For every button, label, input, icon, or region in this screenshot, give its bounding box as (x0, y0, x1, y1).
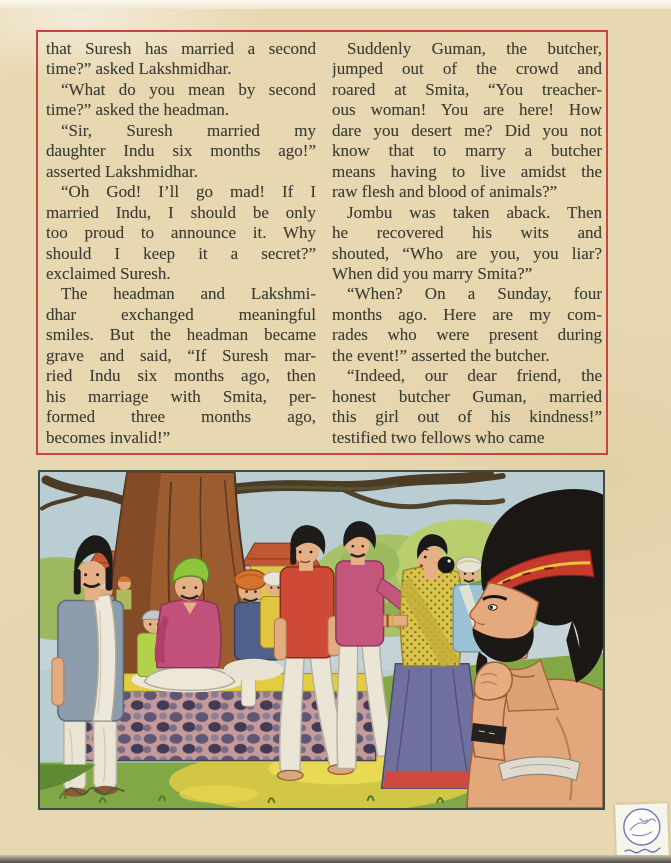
story-line: “Sir, Suresh married my (61, 120, 316, 140)
story-line: should I keep it a secret?” (46, 243, 316, 263)
story-line: daughter Indu six months ago!” (46, 141, 316, 161)
story-line: that Suresh has married a second (46, 39, 316, 58)
story-line: exclaimed Suresh. (46, 263, 171, 283)
story-line: the event!” asserted the butcher. (332, 345, 550, 365)
story-line: honest butcher Guman, married (332, 386, 602, 406)
story-line: “What do you mean by second (61, 79, 316, 99)
story-line: The headman and Lakshmi- (61, 284, 316, 304)
story-line: ous woman! You are here! How (332, 100, 602, 120)
story-line: time?” asked the headman. (46, 100, 230, 120)
story-line: formed three months ago, (46, 407, 316, 427)
story-line: his marriage with Smita, per- (46, 386, 316, 406)
story-column-left (46, 39, 316, 453)
story-line: he recovered his wits and (332, 223, 602, 243)
page-bottom-scan-edge (0, 855, 671, 863)
story-line: ried Indu six months ago, then (46, 366, 316, 386)
story-line: becomes invalid!” (46, 427, 171, 447)
story-line: dare you desert me? Did you not (332, 120, 602, 140)
story-line: months ago. Here are my com- (332, 304, 602, 324)
story-line: shouted, “Who are you, you liar? (332, 243, 602, 263)
story-line: time?” asked Lakshmidhar. (46, 59, 232, 79)
story-line: know that to marry a butcher (332, 141, 602, 161)
story-line: jumped out of the crowd and (332, 59, 602, 79)
story-line: When did you marry Smita?” (332, 263, 533, 283)
story-line: “Indeed, our dear friend, the (347, 366, 602, 386)
story-line: Suddenly Guman, the butcher, (347, 39, 602, 58)
story-line: smiles. But the headman became (46, 325, 316, 345)
story-illustration (38, 470, 605, 810)
story-line: this girl out of his kindness!” (332, 407, 602, 427)
story-line: “When? On a Sunday, four (347, 284, 602, 304)
page-top-scan-edge (0, 0, 671, 9)
story-text-frame (36, 30, 608, 455)
publisher-stamp (615, 803, 669, 860)
story-line: rades who were present during (332, 325, 602, 345)
story-line: means having to live amidst the (332, 161, 602, 181)
village-scene (40, 472, 603, 808)
story-line: dhar exchanged meaningful (46, 304, 316, 324)
story-line: too proud to announce it. Why (46, 223, 316, 243)
story-line: “Oh God! I’ll go mad! If I (61, 182, 316, 202)
story-line: asserted Lakshmidhar. (46, 161, 199, 181)
story-line: raw flesh and blood of animals?” (332, 182, 558, 202)
story-column-right (332, 39, 602, 453)
story-line: married Indu, I should be only (46, 202, 316, 222)
story-line: roared at Smita, “You treacher- (332, 79, 602, 99)
story-line: testified two fellows who came (332, 427, 545, 447)
story-line: Jombu was taken aback. Then (347, 202, 602, 222)
story-line: grave and said, “If Suresh mar- (46, 345, 316, 365)
